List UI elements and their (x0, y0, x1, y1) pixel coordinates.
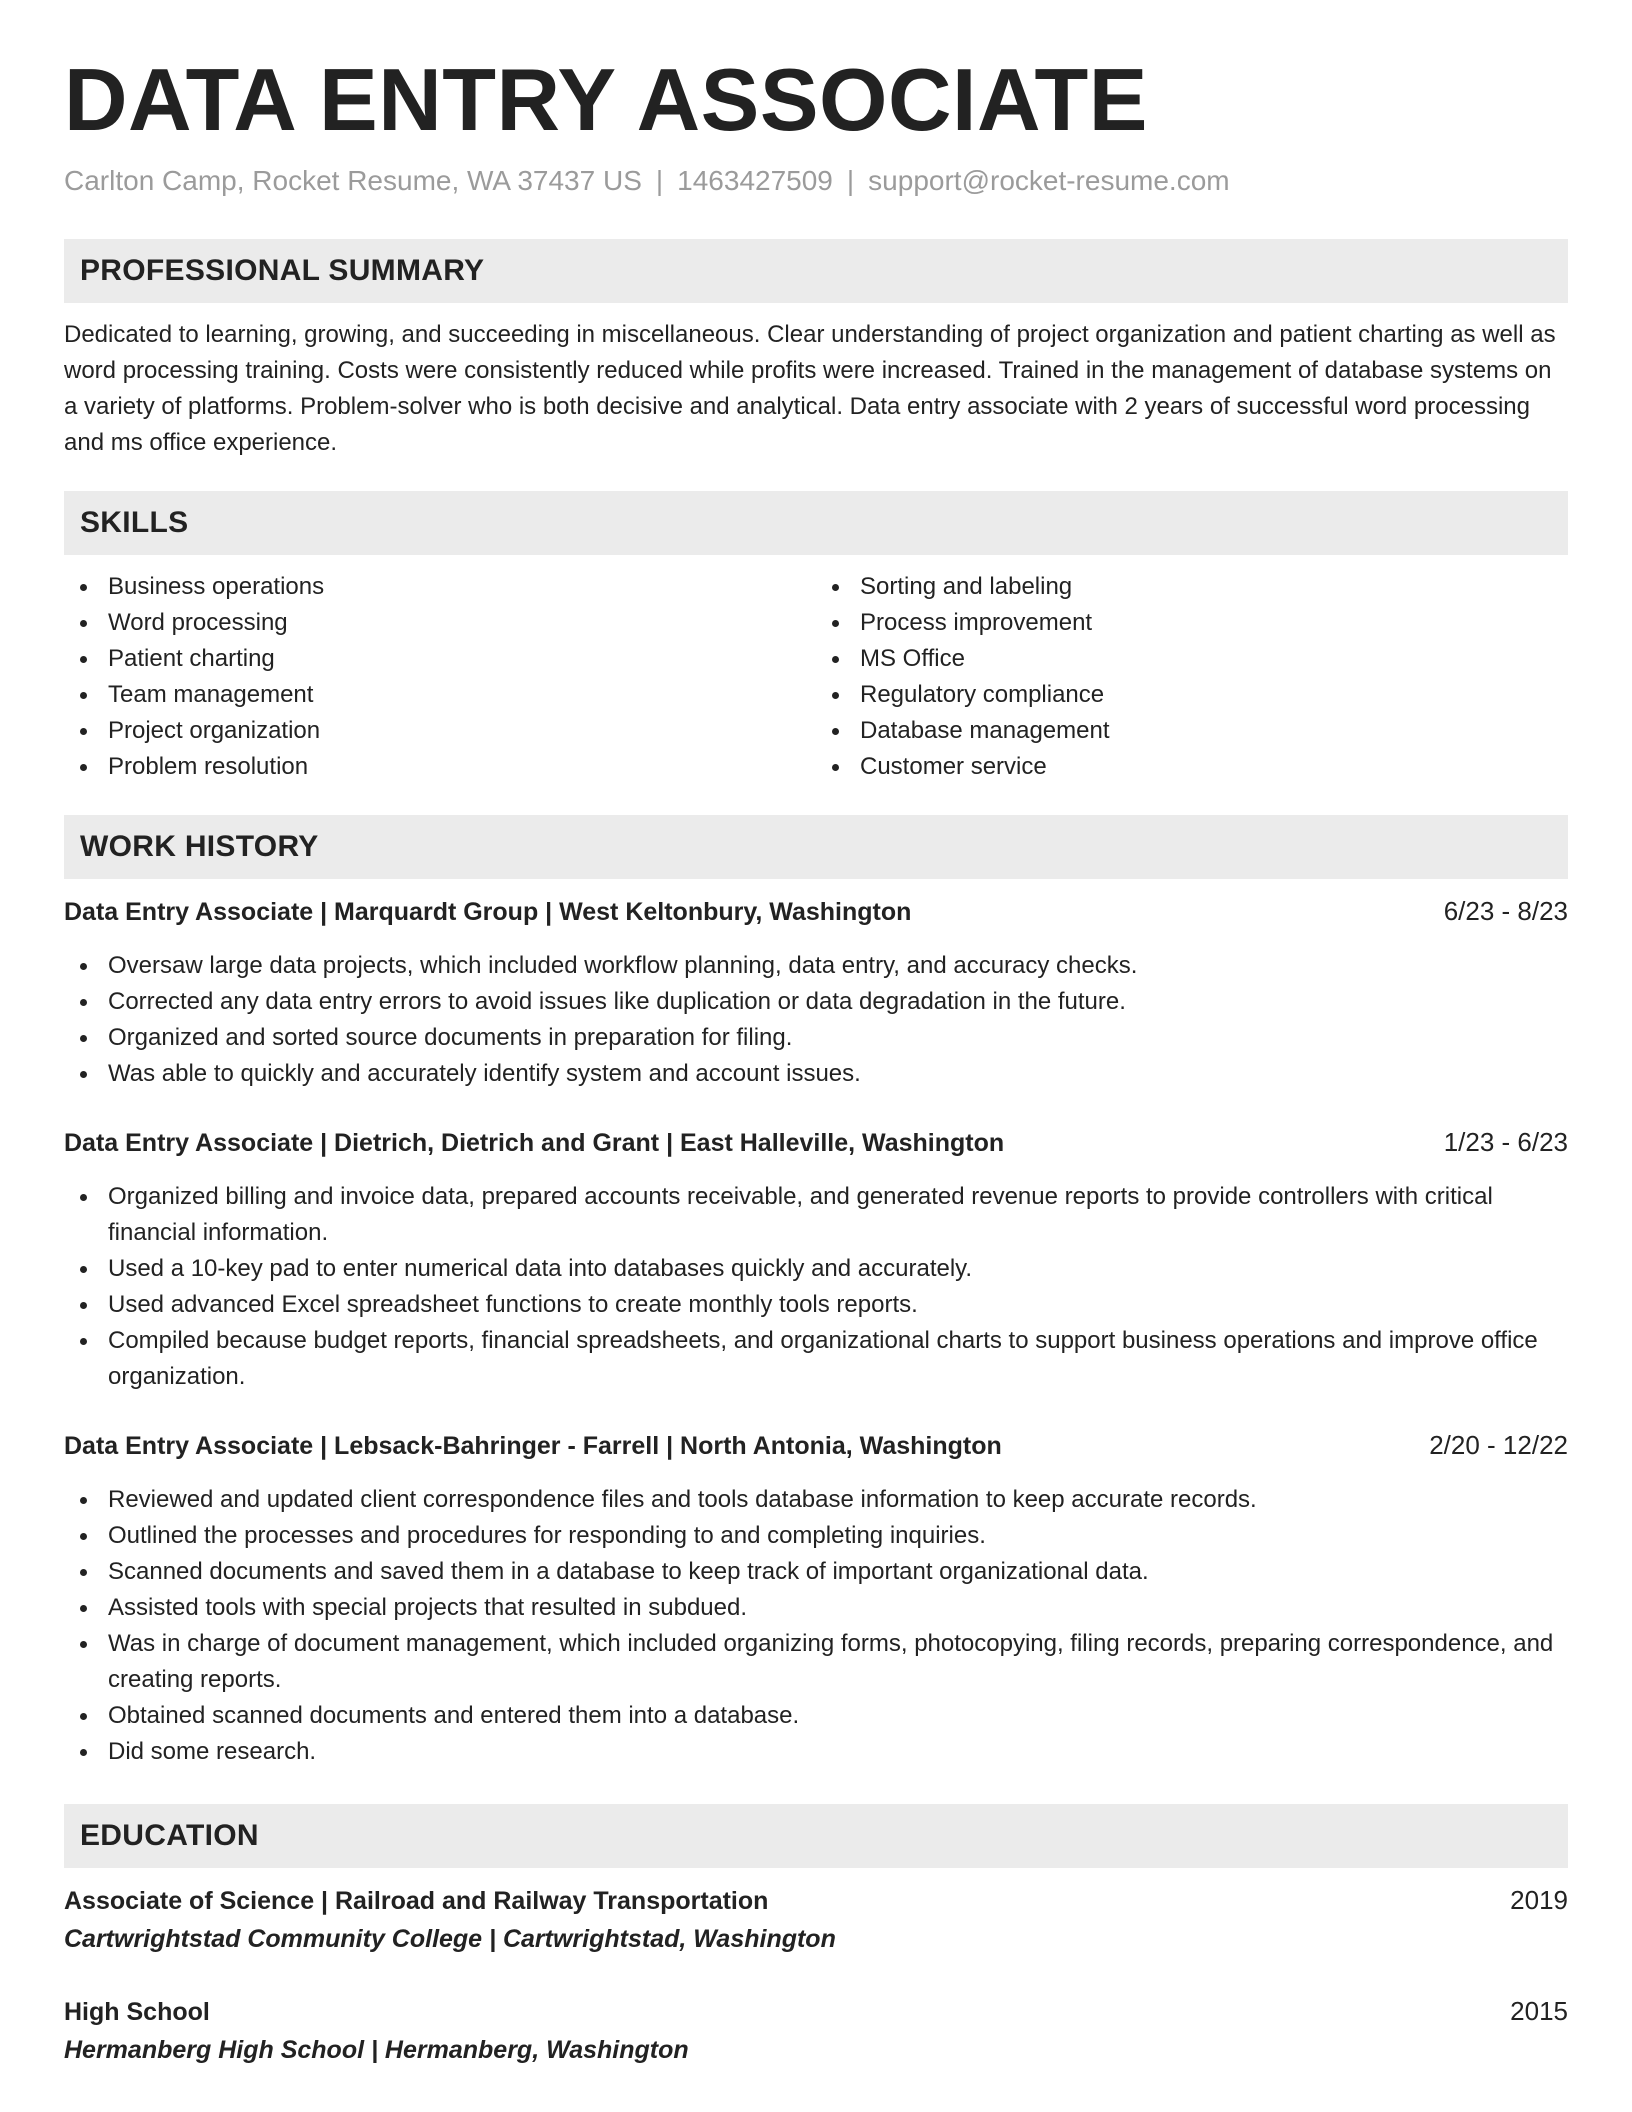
job-date: 1/23 - 6/23 (1443, 1127, 1568, 1158)
education-year: 2019 (1510, 1885, 1568, 1916)
job-date: 2/20 - 12/22 (1429, 1430, 1568, 1461)
job-bullet: Compiled because budget reports, financial spreadsheets, and organizational charts to support business operations and improve office organization. (64, 1323, 1568, 1395)
job-entry (64, 1124, 1568, 1395)
skills-list (64, 569, 1568, 785)
job-header (64, 1427, 1568, 1464)
skills-column-right (816, 569, 1568, 785)
job-bullet: Scanned documents and saved them in a database to keep track of important organizational data. (64, 1554, 1568, 1590)
education-school: Cartwrightstad Community College | Cartwrightstad, Washington (64, 1925, 836, 1954)
skill-item: Database management (816, 713, 1568, 749)
job-title: Data Entry Associate | Lebsack-Bahringer - Farrell | North Antonia, Washington (64, 1432, 1002, 1461)
summary-text: Dedicated to learning, growing, and succeeding in miscellaneous. Clear understanding of project organization and patient charting as well as word processing training. Costs were consistently reduced while profits were increased. Trained in the management of database systems on a variety of platforms. Problem-solver who is both decisive and analytical. Data entry associate with 2 years of successful word processing and ms office experience. (64, 321, 1556, 457)
education-degree: High School (64, 1998, 210, 2027)
job-bullet: Used a 10-key pad to enter numerical data into databases quickly and accurately. (64, 1251, 1568, 1287)
skill-item: Patient charting (64, 641, 816, 677)
contact-phone[interactable]: 1463427509 (677, 164, 833, 196)
section-header-skills: SKILLS (64, 491, 1568, 555)
job-bullet: Obtained scanned documents and entered them into a database. (64, 1698, 1568, 1734)
contact-separator: | (655, 164, 664, 196)
section-header-education: EDUCATION (64, 1804, 1568, 1868)
job-entry (64, 1427, 1568, 1770)
skill-item: MS Office (816, 641, 1568, 677)
job-bullets (64, 948, 1568, 1092)
job-bullets (64, 1179, 1568, 1395)
education-header (64, 1882, 1568, 1919)
education-header (64, 1993, 1568, 2030)
section-header-summary: PROFESSIONAL SUMMARY (64, 239, 1568, 303)
resume-name-title: DATA ENTRY ASSOCIATE (64, 50, 1148, 149)
skill-item: Process improvement (816, 605, 1568, 641)
education-school: Hermanberg High School | Hermanberg, Washington (64, 2036, 689, 2065)
job-title: Data Entry Associate | Marquardt Group | West Keltonbury, Washington (64, 898, 912, 927)
job-title: Data Entry Associate | Dietrich, Dietrich and Grant | East Halleville, Washington (64, 1129, 1005, 1158)
job-bullet: Used advanced Excel spreadsheet functions to create monthly tools reports. (64, 1287, 1568, 1323)
skill-item: Word processing (64, 605, 816, 641)
skill-item: Project organization (64, 713, 816, 749)
contact-separator: | (846, 164, 855, 196)
job-bullet: Outlined the processes and procedures for responding to and completing inquiries. (64, 1518, 1568, 1554)
job-bullet: Did some research. (64, 1734, 1568, 1770)
job-date: 6/23 - 8/23 (1443, 896, 1568, 927)
skill-item: Customer service (816, 749, 1568, 785)
job-bullet: Oversaw large data projects, which included workflow planning, data entry, and accuracy checks. (64, 948, 1568, 984)
job-bullet: Reviewed and updated client correspondence files and tools database information to keep accurate records. (64, 1482, 1568, 1518)
job-header (64, 1124, 1568, 1161)
job-bullet: Corrected any data entry errors to avoid issues like duplication or data degradation in the future. (64, 984, 1568, 1020)
education-entry (64, 1993, 1568, 2068)
skill-item: Team management (64, 677, 816, 713)
education-year: 2015 (1510, 1996, 1568, 2027)
contact-address: Carlton Camp, Rocket Resume, WA 37437 US (64, 164, 642, 196)
contact-email[interactable]: support@rocket-resume.com (868, 164, 1230, 196)
job-bullets (64, 1482, 1568, 1770)
job-header (64, 893, 1568, 930)
contact-line (64, 163, 1568, 199)
skill-item: Regulatory compliance (816, 677, 1568, 713)
education-degree: Associate of Science | Railroad and Railway Transportation (64, 1887, 769, 1916)
job-bullet: Organized and sorted source documents in preparation for filing. (64, 1020, 1568, 1056)
section-header-work-history: WORK HISTORY (64, 815, 1568, 879)
skill-item: Problem resolution (64, 749, 816, 785)
job-entry (64, 893, 1568, 1092)
skill-item: Sorting and labeling (816, 569, 1568, 605)
job-bullet: Was able to quickly and accurately identify system and account issues. (64, 1056, 1568, 1092)
job-bullet: Was in charge of document management, which included organizing forms, photocopying, filing records, preparing correspondence, and creating reports. (64, 1626, 1568, 1698)
education-entry (64, 1882, 1568, 1957)
skills-column-left (64, 569, 816, 785)
skill-item: Business operations (64, 569, 816, 605)
job-bullet: Assisted tools with special projects that resulted in subdued. (64, 1590, 1568, 1626)
job-bullet: Organized billing and invoice data, prepared accounts receivable, and generated revenue reports to provide controllers with critical financial information. (64, 1179, 1568, 1251)
